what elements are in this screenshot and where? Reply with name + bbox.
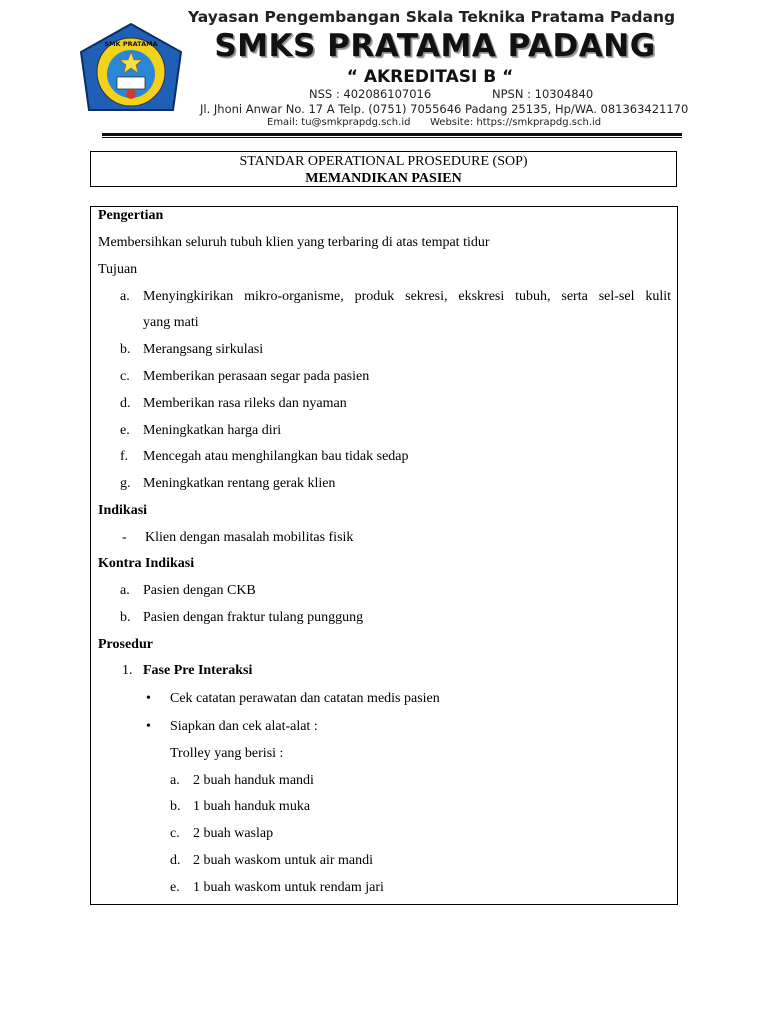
list-marker: d. xyxy=(120,396,131,411)
list-item: Meningkatkan harga diri xyxy=(143,423,282,438)
list-item: 1 buah waskom untuk rendam jari xyxy=(193,880,384,895)
trolley-heading: Trolley yang berisi : xyxy=(170,746,284,761)
list-item: 2 buah waslap xyxy=(193,826,274,841)
list-item: 2 buah handuk mandi xyxy=(193,773,314,788)
list-marker: b. xyxy=(120,342,131,357)
school-address: Jl. Jhoni Anwar No. 17 A Telp. (0751) 7055646 Padang 25135, Hp/WA. 081363421170 xyxy=(200,102,689,116)
list-item: Klien dengan masalah mobilitas fisik xyxy=(145,530,354,545)
prosedur-heading: Prosedur xyxy=(98,637,153,652)
school-logo xyxy=(77,22,185,122)
letterhead xyxy=(0,0,768,140)
school-website: Website: https://smkprapdg.sch.id xyxy=(430,117,602,128)
logo-gear-icon xyxy=(126,89,136,99)
list-marker: b. xyxy=(120,610,131,625)
list-marker: - xyxy=(122,530,127,545)
bullet-icon: • xyxy=(146,719,151,734)
sop-title-box xyxy=(90,151,677,187)
list-item-continued: yang mati xyxy=(143,315,199,330)
logo-text: SMK PRATAMA xyxy=(104,40,158,48)
foundation-name: Yayasan Pengembangan Skala Teknika Pratama Padang xyxy=(188,8,676,26)
list-marker: a. xyxy=(170,773,180,788)
list-item: Pasien dengan fraktur tulang punggung xyxy=(143,610,364,625)
list-marker: 1. xyxy=(122,663,133,678)
sop-title: STANDAR OPERATIONAL PROSEDURE (SOP) xyxy=(239,154,528,169)
list-marker: c. xyxy=(170,826,180,841)
list-item: Memberikan perasaan segar pada pasien xyxy=(143,369,370,384)
list-item: Merangsang sirkulasi xyxy=(143,342,264,357)
list-item: Cek catatan perawatan dan catatan medis pasien xyxy=(170,691,440,706)
letterhead-rule-thick xyxy=(102,133,682,136)
pengertian-heading: Pengertian xyxy=(98,208,164,223)
list-item: 2 buah waskom untuk air mandi xyxy=(193,853,374,868)
list-item: Siapkan dan cek alat-alat : xyxy=(170,719,318,734)
bullet-icon: • xyxy=(146,691,151,706)
list-marker: f. xyxy=(120,449,129,464)
list-item: Memberikan rasa rileks dan nyaman xyxy=(143,396,347,411)
list-marker: e. xyxy=(170,880,180,895)
list-item: 1 buah handuk muka xyxy=(193,799,311,814)
list-item: Meningkatkan rentang gerak klien xyxy=(143,476,336,491)
nss-number: NSS : 402086107016 xyxy=(309,87,432,101)
kontra-indikasi-heading: Kontra Indikasi xyxy=(98,556,195,571)
list-marker: c. xyxy=(120,369,130,384)
logo-book-icon xyxy=(117,77,145,89)
list-marker: e. xyxy=(120,423,130,438)
list-marker: a. xyxy=(120,583,130,598)
list-marker: b. xyxy=(170,799,181,814)
pengertian-text: Membersihkan seluruh tubuh klien yang terbaring di atas tempat tidur xyxy=(98,235,490,250)
list-marker: g. xyxy=(120,476,131,491)
list-item: Pasien dengan CKB xyxy=(143,583,256,598)
list-item: Menyingkirikan mikro-organisme, produk sekresi, ekskresi tubuh, serta sel-sel kulit xyxy=(143,289,671,304)
school-email: Email: tu@smkprapdg.sch.id xyxy=(267,117,411,128)
indikasi-heading: Indikasi xyxy=(98,503,148,518)
accreditation: “ AKREDITASI B “ xyxy=(346,67,514,87)
list-marker: a. xyxy=(120,289,130,304)
list-marker: d. xyxy=(170,853,181,868)
sop-content-box xyxy=(90,206,678,905)
phase-heading: Fase Pre Interaksi xyxy=(143,663,253,678)
letterhead-rule-thin xyxy=(102,137,682,138)
list-item: Mencegah atau menghilangkan bau tidak sedap xyxy=(143,449,409,464)
sop-subtitle: MEMANDIKAN PASIEN xyxy=(305,171,462,186)
npsn-number: NPSN : 10304840 xyxy=(492,87,594,101)
school-name: SMKS PRATAMA PADANG xyxy=(214,28,656,64)
tujuan-heading: Tujuan xyxy=(98,262,138,277)
